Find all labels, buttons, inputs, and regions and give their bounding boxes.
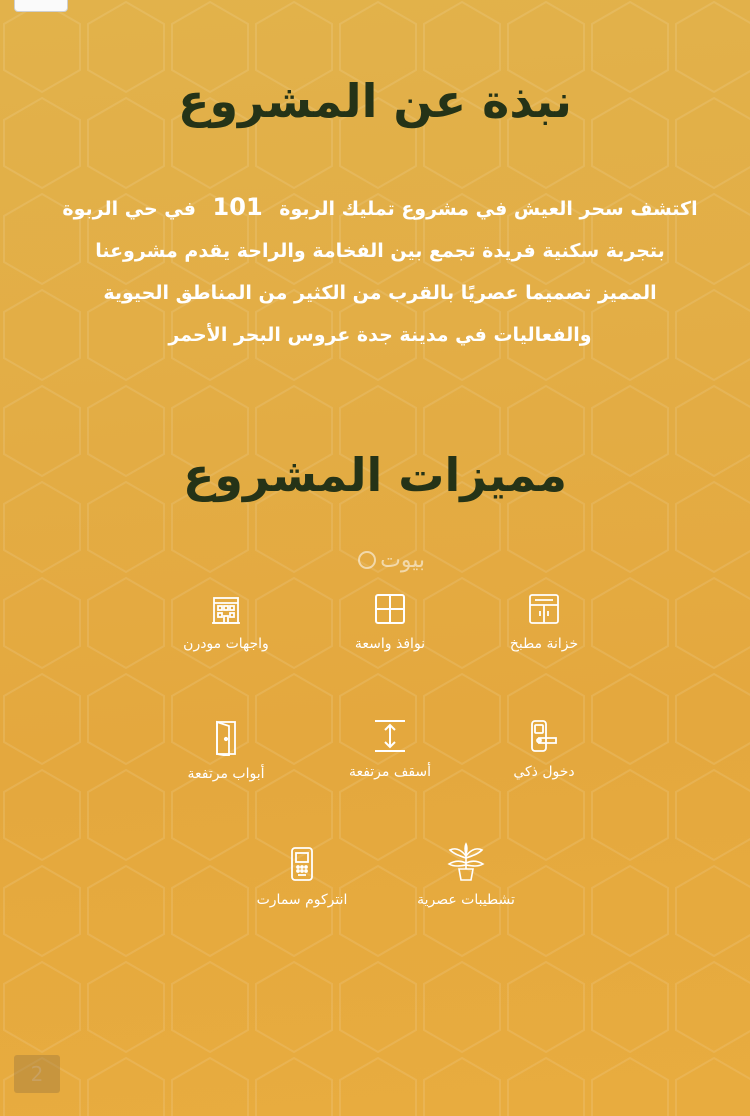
feature-label: نوافذ واسعة bbox=[354, 636, 426, 652]
feature-label: خزانة مطبخ bbox=[509, 636, 579, 652]
feature-smart-entry bbox=[444, 718, 644, 780]
feature-label: دخول ذكي bbox=[513, 764, 575, 780]
feature-label: تشطيبات عصرية bbox=[417, 892, 515, 908]
watermark-logo-icon bbox=[358, 551, 376, 569]
watermark-text: بيوت bbox=[380, 547, 425, 573]
plant-icon bbox=[444, 842, 488, 882]
watermark bbox=[330, 545, 425, 575]
top-corner-tab bbox=[14, 0, 68, 12]
about-project-description bbox=[60, 186, 700, 356]
feature-label: أبواب مرتفعة bbox=[187, 766, 265, 782]
feature-label: انتركوم سمارت bbox=[256, 892, 348, 908]
feature-kitchen-cabinet bbox=[444, 592, 644, 652]
feature-label: أسقف مرتفعة bbox=[348, 764, 432, 780]
description-line-2: بتجربة سكنية فريدة تجمع بين الفخامة والراحة يقدم مشروعنا bbox=[95, 240, 665, 262]
feature-modern-finishes bbox=[366, 842, 566, 908]
building-facade-icon bbox=[209, 592, 243, 626]
window-icon bbox=[373, 592, 407, 626]
kitchen-cabinet-icon bbox=[527, 592, 561, 626]
smart-lock-icon bbox=[526, 718, 562, 754]
description-line-1-end: في حي الربوة bbox=[62, 198, 196, 220]
project-features-title: مميزات المشروع bbox=[182, 448, 568, 502]
page-number-badge: 2 bbox=[14, 1055, 60, 1093]
about-project-title: نبذة عن المشروع bbox=[178, 74, 572, 128]
intercom-icon bbox=[285, 846, 319, 882]
description-line-3: المميز تصميما عصريًا بالقرب من الكثير من المناطق الحيوية bbox=[103, 282, 657, 304]
description-line-1-start: اكتشف سحر العيش في مشروع تمليك الربوة bbox=[279, 198, 698, 220]
description-line-4: والفعاليات في مدينة جدة عروس البحر الأحمر bbox=[168, 324, 592, 346]
door-icon bbox=[209, 720, 243, 756]
description-line-1 bbox=[60, 186, 700, 230]
feature-label: واجهات مودرن bbox=[183, 636, 269, 652]
project-number: 101 bbox=[212, 193, 263, 221]
ceiling-height-icon bbox=[372, 718, 408, 754]
